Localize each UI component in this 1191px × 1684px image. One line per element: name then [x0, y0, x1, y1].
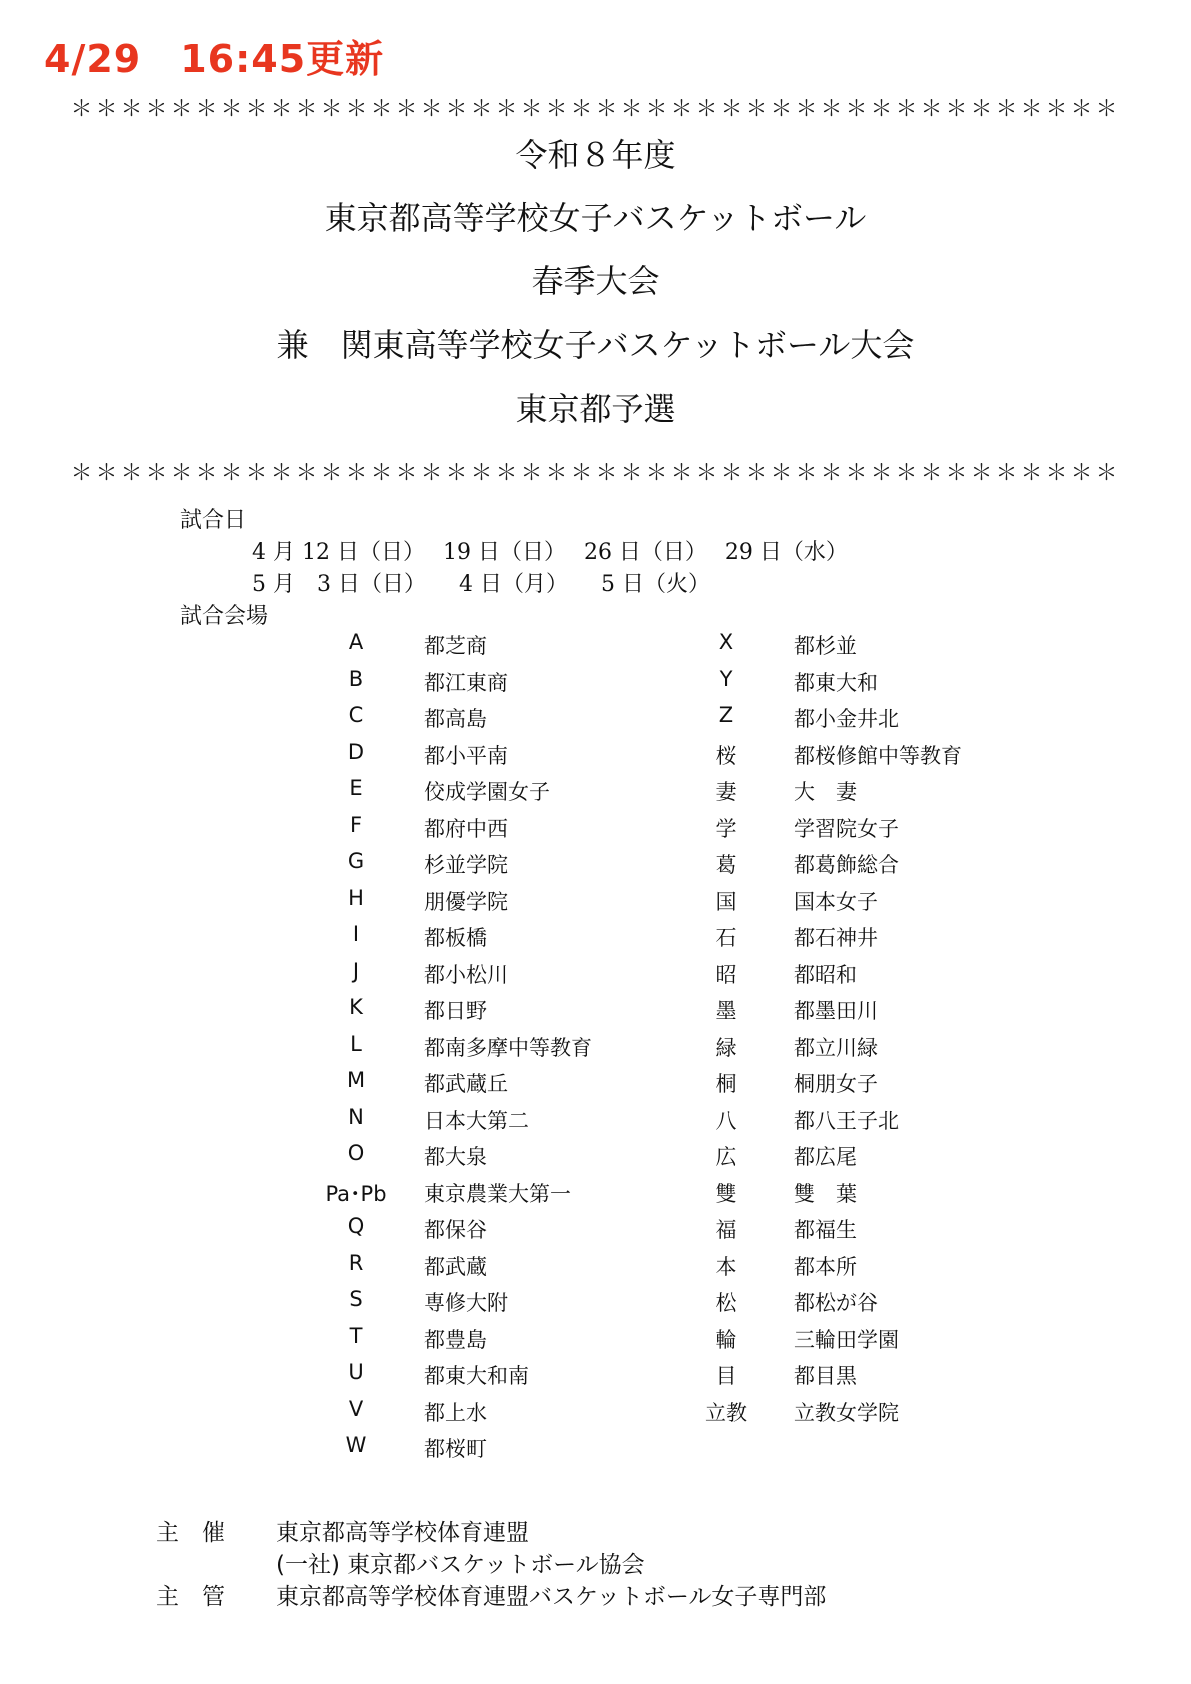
venue-row	[0, 1287, 1191, 1323]
venue-code: 妻	[715, 780, 737, 804]
venue-row	[0, 1032, 1191, 1068]
venue-name: 都府中西	[424, 816, 508, 841]
host-line-1: 東京都高等学校体育連盟	[276, 1520, 529, 1546]
venue-name: 立教女学院	[794, 1400, 899, 1425]
venue-name: 都武蔵	[424, 1254, 487, 1279]
venue-name: 都豊島	[424, 1327, 487, 1352]
venue-code: 学	[715, 816, 737, 841]
venue-code: N	[348, 1104, 364, 1129]
venue-name: 学習院女子	[794, 816, 899, 841]
venue-row	[0, 1105, 1191, 1141]
venue-name: 都江東商	[424, 670, 508, 695]
venue-code: G	[347, 849, 365, 873]
venue-code: Y	[719, 666, 733, 691]
venue-code: 立教	[705, 1400, 747, 1425]
venue-name: 都小平南	[424, 743, 508, 768]
venue-name: 都小松川	[424, 962, 508, 987]
venue-name: 都葛飾総合	[794, 853, 899, 877]
venue-name: 都目黒	[794, 1364, 857, 1388]
venue-code: L	[350, 1031, 362, 1056]
venue-name: 雙 葉	[794, 1181, 857, 1206]
venue-code: 八	[715, 1108, 737, 1133]
venue-code: 桐	[715, 1072, 737, 1096]
title-qualifier: 東京都予選	[515, 390, 676, 428]
venue-row	[0, 1360, 1191, 1396]
venue-code: B	[348, 666, 364, 691]
venue-name: 都日野	[424, 999, 487, 1023]
venue-code: 輪	[715, 1327, 737, 1352]
match-days-label: 試合日	[180, 508, 247, 533]
venue-code: W	[345, 1433, 367, 1457]
venue-row	[0, 886, 1191, 922]
venue-name: 都武蔵丘	[424, 1072, 508, 1096]
venue-name: 日本大第二	[424, 1108, 529, 1133]
venue-name: 都立川緑	[794, 1035, 878, 1060]
venue-name: 都石神井	[794, 926, 878, 950]
venue-name: 杉並学院	[424, 853, 508, 877]
venue-code: 松	[715, 1291, 737, 1315]
venue-code: 国	[715, 889, 737, 914]
venue-code: X	[718, 630, 734, 654]
venue-name: 都八王子北	[794, 1108, 899, 1133]
update-notice: 4/29 16:45更新	[44, 37, 385, 81]
venue-code: Z	[718, 703, 734, 727]
venue-code: 桜	[715, 743, 737, 768]
venue-name: 大 妻	[794, 780, 857, 804]
venue-name: 都南多摩中等教育	[424, 1035, 592, 1060]
venue-name: 都広尾	[794, 1145, 857, 1169]
venue-code: M	[346, 1068, 366, 1092]
venue-name: 都福生	[794, 1218, 857, 1242]
venue-name: 都板橋	[424, 926, 487, 950]
venue-name: 都東大和	[794, 670, 878, 695]
venue-name: 都桜修館中等教育	[794, 743, 962, 768]
title-tournament: 東京都高等学校女子バスケットボール	[324, 199, 867, 237]
venue-name: 都保谷	[424, 1218, 487, 1242]
venue-code: 緑	[715, 1035, 737, 1060]
venue-code: 広	[715, 1145, 737, 1169]
venue-name: 都松が谷	[794, 1291, 878, 1315]
venue-name: 都桜町	[424, 1437, 487, 1461]
title-kanto: 兼 関東高等学校女子バスケットボール大会	[276, 326, 915, 364]
venue-row	[0, 1397, 1191, 1433]
venue-row	[0, 630, 1191, 666]
title-year: 令和８年度	[515, 136, 676, 174]
venue-code: A	[348, 630, 364, 654]
venue-code: H	[348, 885, 364, 910]
venue-code: E	[349, 776, 363, 800]
title-spring: 春季大会	[531, 262, 660, 300]
venue-name: 都昭和	[794, 962, 857, 987]
venue-code: U	[348, 1360, 364, 1384]
venue-code: 福	[715, 1218, 737, 1242]
venue-code: 葛	[715, 853, 737, 877]
venue-row	[0, 922, 1191, 958]
venue-row	[0, 959, 1191, 995]
venue-name: 都上水	[424, 1400, 487, 1425]
venue-name: 佼成学園女子	[424, 780, 550, 804]
venue-code: Q	[347, 1214, 365, 1238]
venue-code: 墨	[715, 999, 737, 1023]
star-divider-bottom: ＊＊＊＊＊＊＊＊＊＊＊＊＊＊＊＊＊＊＊＊＊＊＊＊＊＊＊＊＊＊＊＊＊＊＊＊＊＊＊＊＊＊	[70, 461, 1121, 486]
venue-row	[0, 667, 1191, 703]
manager-label: 主 管	[156, 1584, 225, 1610]
venue-row	[0, 1178, 1191, 1214]
venue-code: K	[349, 995, 363, 1019]
venue-name: 国本女子	[794, 889, 878, 914]
venue-code: F	[349, 812, 363, 837]
venue-code: D	[347, 739, 365, 764]
host-line-2: (一社) 東京都バスケットボール協会	[276, 1552, 645, 1578]
venue-name: 都杉並	[794, 634, 857, 658]
venue-row	[0, 1141, 1191, 1177]
venue-name: 三輪田学園	[794, 1327, 899, 1352]
match-days-april: 4 月 12 日（日） 19 日（日） 26 日（日） 29 日（水）	[252, 540, 848, 565]
venue-row	[0, 1214, 1191, 1250]
manager-line: 東京都高等学校体育連盟バスケットボール女子専門部	[276, 1584, 827, 1610]
venue-row	[0, 995, 1191, 1031]
venue-row	[0, 1324, 1191, 1360]
venues-label: 試合会場	[180, 604, 269, 629]
venue-row	[0, 776, 1191, 812]
venue-code: Pa･Pb	[325, 1181, 387, 1206]
venue-row	[0, 849, 1191, 885]
venue-name: 朋優学院	[424, 889, 508, 914]
venue-name: 都東大和南	[424, 1364, 529, 1388]
venue-code: 石	[715, 926, 737, 950]
match-days-may: 5 月 3 日（日） 4 日（月） 5 日（火）	[252, 572, 710, 597]
venue-row	[0, 1433, 1191, 1469]
venue-code: T	[349, 1323, 363, 1348]
venue-name: 都高島	[424, 707, 487, 731]
venue-code: 目	[715, 1364, 737, 1388]
venue-row	[0, 813, 1191, 849]
venue-code: O	[347, 1141, 365, 1165]
venue-name: 桐朋女子	[794, 1072, 878, 1096]
venue-code: 昭	[715, 962, 737, 987]
venue-name: 都墨田川	[794, 999, 878, 1023]
venue-code: V	[348, 1396, 364, 1421]
host-label: 主 催	[156, 1520, 225, 1546]
venue-name: 都芝商	[424, 634, 487, 658]
venue-row	[0, 1251, 1191, 1287]
venue-name: 都大泉	[424, 1145, 487, 1169]
venue-name: 東京農業大第一	[424, 1181, 571, 1206]
venue-name: 都小金井北	[794, 707, 899, 731]
venue-row	[0, 740, 1191, 776]
venue-code: C	[348, 703, 364, 727]
venue-name: 専修大附	[424, 1291, 508, 1315]
venue-row	[0, 1068, 1191, 1104]
venue-code: I	[352, 922, 360, 946]
venue-code: R	[348, 1250, 364, 1275]
venue-code: S	[349, 1287, 363, 1311]
star-divider-top: ＊＊＊＊＊＊＊＊＊＊＊＊＊＊＊＊＊＊＊＊＊＊＊＊＊＊＊＊＊＊＊＊＊＊＊＊＊＊＊＊＊＊	[70, 97, 1121, 122]
venue-name: 都本所	[794, 1254, 857, 1279]
venue-row	[0, 703, 1191, 739]
venue-code: 雙	[715, 1181, 737, 1206]
venue-code: 本	[715, 1254, 737, 1279]
venue-code: J	[352, 958, 360, 983]
